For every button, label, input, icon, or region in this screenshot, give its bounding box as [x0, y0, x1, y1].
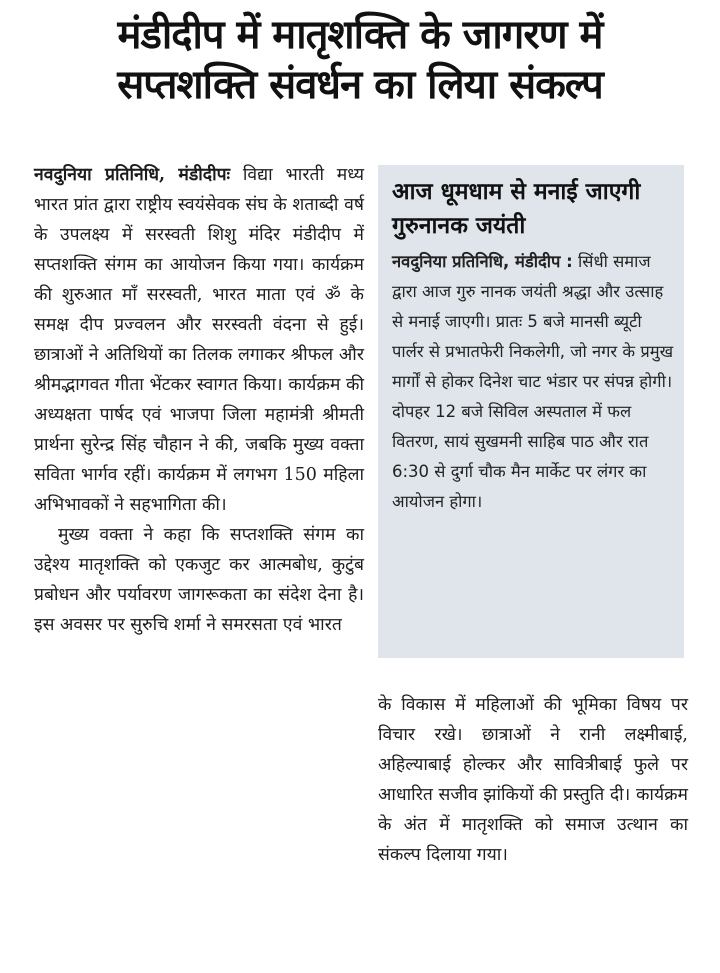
- main-story-para-2: मुख्य वक्ता ने कहा कि सप्तशक्ति संगम का उद्देश्य मातृशक्ति को एकजुट कर आत्मबोध, कुटुंब प्रबोधन और पर्यावरण जागरूकता का संदेश देना है। इस अवसर पर सुरुचि शर्मा ने समरसता एवं भारत: [34, 525, 364, 635]
- sidebar-news-dateline: नवदुनिया प्रतिनिधि, मंडीदीप :: [392, 252, 573, 271]
- main-story-para-1-text: विद्या भारती मध्य भारत प्रांत द्वारा राष्ट्रीय स्वयंसेवक संघ के शताब्दी वर्ष के उपलक्ष्य में सरस्वती शिशु मंदिर मंडीदीप में सप्तशक्ति संगम का आयोजन किया गया। कार्यक्रम की शुरुआत माँ सरस्वती, भारत माता एवं ॐ के समक्ष दीप प्रज्वलन और सरस्वती वंदना से हुई। छात्राओं ने अतिथियों का तिलक लगाकर श्रीफल और श्रीमद्भागवत गीता भेंटकर स्वागत किया। कार्यक्रम की अध्यक्षता पार्षद एवं भाजपा जिला महामंत्री श्रीमती प्रार्थना सुरेन्द्र सिंह चौहान ने की, जबकि मुख्य वक्ता सविता भार्गव रहीं। कार्यक्रम में लगभग 150 महिला अभिभावकों ने सहभागिता की।: [34, 165, 364, 515]
- sidebar-news-text: सिंधी समाज द्वारा आज गुरु नानक जयंती श्रद्धा और उत्साह से मनाई जाएगी। प्रातः 5 बजे मानसी ब्यूटी पार्लर से प्रभातफेरी निकलेगी, जो नगर के प्रमुख मार्गों से होकर दिनेश चाट भंडार पर संपन्न होगी। दोपहर 12 बजे सिविल अस्पताल में फल वितरण, सायं सुखमनी साहिब पाठ और रात 6:30 से दुर्गा चौक मैन मार्केट पर लंगर का आयोजन होगा।: [392, 252, 674, 511]
- headline-line-1: मंडीदीप में मातृशक्ति के जागरण में: [117, 12, 603, 58]
- headline-line-2: सप्तशक्ति संवर्धन का लिया संकल्प: [117, 62, 603, 108]
- sidebar-news-body: [392, 247, 676, 517]
- sidebar-news-title: आज धूमधाम से मनाई जाएगी गुरुनानक जयंती: [392, 179, 641, 239]
- sidebar-news-box: [378, 165, 684, 658]
- main-story-continuation: के विकास में महिलाओं की भूमिका विषय पर विचार रखे। छात्राओं ने रानी लक्ष्मीबाई, अहिल्याबाई होल्कर और सावित्रीबाई फुले पर आधारित सजीव झांकियों की प्रस्तुति दी। कार्यक्रम के अंत में मातृशक्ति को समाज उत्थान का संकल्प दिलाया गया।: [378, 695, 688, 865]
- main-story-dateline: नवदुनिया प्रतिनिधि, मंडीदीपः: [34, 165, 231, 185]
- main-story-para-1: [34, 160, 364, 520]
- main-story-left-column: [34, 160, 364, 640]
- headline: [0, 10, 720, 110]
- main-story-right-column: [378, 690, 688, 870]
